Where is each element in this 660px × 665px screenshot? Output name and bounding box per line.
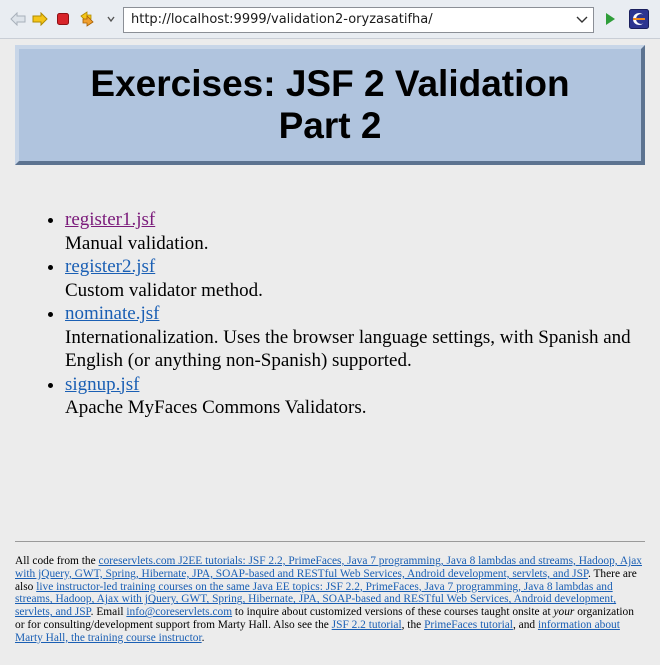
footer-text: . Email	[90, 606, 127, 619]
list-item	[65, 373, 660, 420]
footer-text: to inquire about customized versions of these courses taught onsite at	[232, 606, 554, 619]
register1-link[interactable]: register1.jsf	[65, 209, 156, 230]
footer-text: . There are also	[15, 567, 637, 593]
exercise-list	[40, 208, 660, 420]
page-title-banner	[15, 45, 645, 165]
footer-text: All code from the	[15, 555, 99, 567]
footer	[15, 555, 645, 645]
refresh-icon[interactable]	[77, 9, 97, 29]
footer-text: organization or for consulting/development support from Marty Hall. Also see the	[15, 606, 634, 631]
nominate-link[interactable]: nominate.jsf	[65, 303, 160, 324]
browser-toolbar	[0, 0, 660, 39]
jsf-tutorial-link[interactable]: JSF 2.2 tutorial	[331, 618, 402, 631]
forward-arrow-icon[interactable]	[30, 9, 50, 29]
item-description: Custom validator method.	[65, 279, 263, 301]
page-title: Exercises: JSF 2 Validation Part 2	[90, 63, 570, 146]
item-description: Manual validation.	[65, 232, 209, 254]
primefaces-tutorial-link[interactable]: PrimeFaces tutorial	[424, 618, 513, 631]
stop-icon[interactable]	[53, 9, 73, 29]
list-item	[65, 255, 660, 302]
list-item	[65, 302, 660, 373]
item-description: Apache MyFaces Commons Validators.	[65, 397, 367, 418]
address-dropdown-icon[interactable]	[575, 12, 589, 28]
address-bar-url[interactable]: http://localhost:9999/validation2-oryzasatifha/	[131, 12, 433, 27]
back-arrow-icon[interactable]	[8, 9, 28, 29]
list-item	[65, 208, 660, 255]
go-icon[interactable]	[600, 9, 620, 29]
footer-emphasis: your	[553, 606, 575, 619]
menu-chevron-icon[interactable]	[101, 9, 121, 29]
marty-hall-info-link[interactable]: information about Marty Hall, the training course instructor	[15, 618, 620, 644]
training-courses-link[interactable]: live instructor-led training courses on the same Java EE topics: JSF 2.2, PrimeFaces, Java 7 programming, Java 8 lambdas and streams, Hadoop, Ajax with jQuery, GWT, Spring, Hibernate, JPA, SOAP-based and RESTful Web Services, Android development, servlets, and JSP	[15, 580, 617, 619]
footer-text: , and	[512, 618, 538, 631]
register2-link[interactable]: register2.jsf	[65, 256, 156, 277]
footer-text: .	[201, 631, 205, 644]
eclipse-icon[interactable]	[629, 9, 649, 29]
item-description: Internationalization. Uses the browser language settings, with Spanish and English (or anything non-Spanish) supported.	[65, 326, 631, 371]
footer-divider	[15, 541, 645, 542]
address-bar[interactable]	[123, 7, 594, 33]
email-link[interactable]: info@coreservlets.com	[126, 606, 233, 619]
footer-text: , the	[401, 618, 425, 631]
tutorials-link[interactable]: coreservlets.com J2EE tutorials: JSF 2.2, PrimeFaces, Java 7 programming, Java 8 lambdas and streams, Hadoop, Ajax with jQuery, GWT, Spring, Hibernate, JPA, SOAP-based and RESTful Web Services, Android development, servlets, and JSP	[15, 555, 642, 580]
signup-link[interactable]: signup.jsf	[65, 373, 140, 395]
